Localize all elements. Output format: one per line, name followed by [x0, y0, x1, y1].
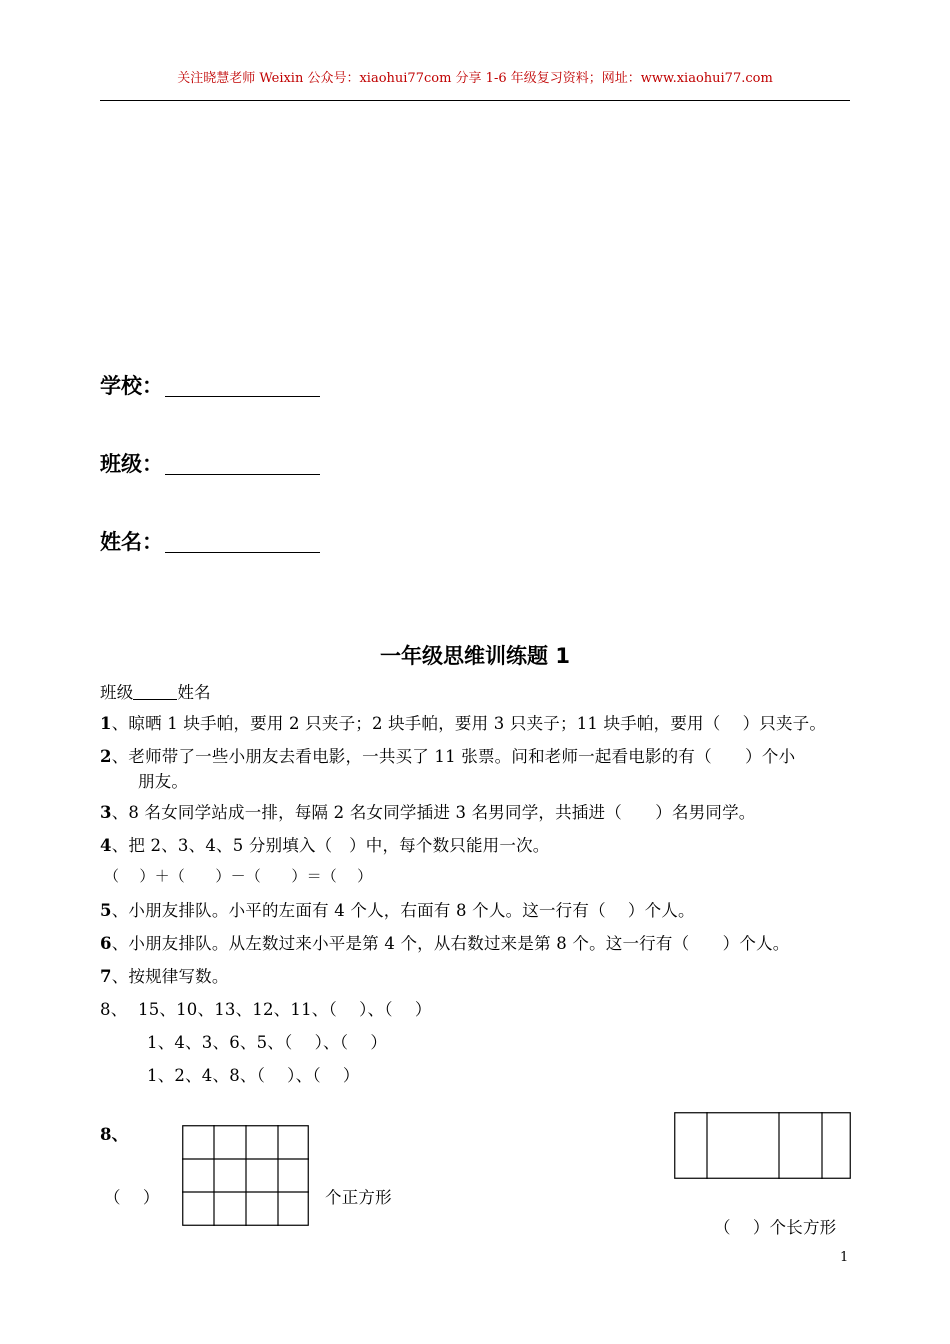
squares-label: 个正方形	[325, 1188, 392, 1207]
question-text: 、老师带了一些小朋友去看电影，一共买了 11 张票。问和老师一起看电影的有（ ）个小	[111, 747, 796, 766]
name-label: 姓名：	[100, 530, 163, 554]
question-text: 、小朋友排队。小平的左面有 4 个人，右面有 8 个人。这一行有（ ）个人。	[111, 901, 695, 920]
question-4	[100, 832, 549, 856]
rectangle-figure	[674, 1112, 851, 1179]
question-number: 1	[100, 714, 112, 733]
class-inline-blank[interactable]	[133, 698, 177, 700]
class-label: 班级：	[100, 452, 163, 476]
class-field	[100, 448, 320, 478]
question-2-continuation: 朋友。	[138, 772, 189, 791]
question-number: 6	[100, 934, 112, 953]
name-field	[100, 526, 320, 556]
name-inline-label: 姓名	[177, 683, 211, 702]
question-number: 4	[100, 836, 112, 855]
school-label: 学校：	[100, 374, 163, 398]
squares-answer-blank[interactable]: （ ）	[104, 1188, 160, 1207]
question-4-equation: （ ）＋（ ）－（ ）＝（ ）	[104, 867, 373, 885]
page-number: 1	[840, 1250, 849, 1265]
question-1	[100, 710, 826, 734]
question-3	[100, 799, 756, 823]
question-text: 、8 名女同学站成一排，每隔 2 名女同学插进 3 名男同学，共插进（ ）名男同学。	[111, 803, 756, 822]
sequence-1: 15、10、13、12、11、（ ）、（ ）	[138, 1000, 432, 1019]
rectangles-label: （ ）个长方形	[714, 1218, 837, 1237]
question-2	[100, 743, 795, 767]
question-8b-label: 8、	[100, 1125, 129, 1144]
square-grid-figure	[182, 1125, 309, 1226]
question-number: 3	[100, 803, 112, 822]
question-number: 2	[100, 747, 112, 766]
school-blank[interactable]	[165, 395, 320, 397]
question-7	[100, 963, 229, 987]
question-8a-label: 8、	[100, 1000, 128, 1019]
question-text: 、小朋友排队。从左数过来小平是第 4 个，从右数过来是第 8 个。这一行有（ ）个人。	[111, 934, 790, 953]
question-text: 、把 2、3、4、5 分别填入（ ）中，每个数只能用一次。	[111, 836, 550, 855]
class-inline-label: 班级	[100, 683, 134, 702]
question-6	[100, 930, 789, 954]
sequence-2: 1、4、3、6、5、（ ）、（ ）	[147, 1033, 388, 1052]
page-title: 一年级思维训练题 1	[380, 644, 570, 668]
question-number: 7	[100, 967, 112, 986]
header-watermark: 关注晓慧老师 Weixin 公众号：xiaohui77com 分享 1-6 年级复习资料；网址：www.xiaohui77.com	[177, 71, 773, 86]
question-5	[100, 897, 695, 921]
school-field	[100, 370, 320, 400]
header-divider	[100, 100, 850, 101]
question-number: 5	[100, 901, 112, 920]
class-blank[interactable]	[165, 473, 320, 475]
sequence-3: 1、2、4、8、（ ）、（ ）	[147, 1066, 360, 1085]
class-name-line	[100, 679, 211, 703]
name-blank[interactable]	[165, 551, 320, 553]
question-text: 、按规律写数。	[111, 967, 229, 986]
question-text: 、晾晒 1 块手帕，要用 2 只夹子；2 块手帕，要用 3 只夹子；11 块手帕，要用（ ）只夹子。	[111, 714, 827, 733]
